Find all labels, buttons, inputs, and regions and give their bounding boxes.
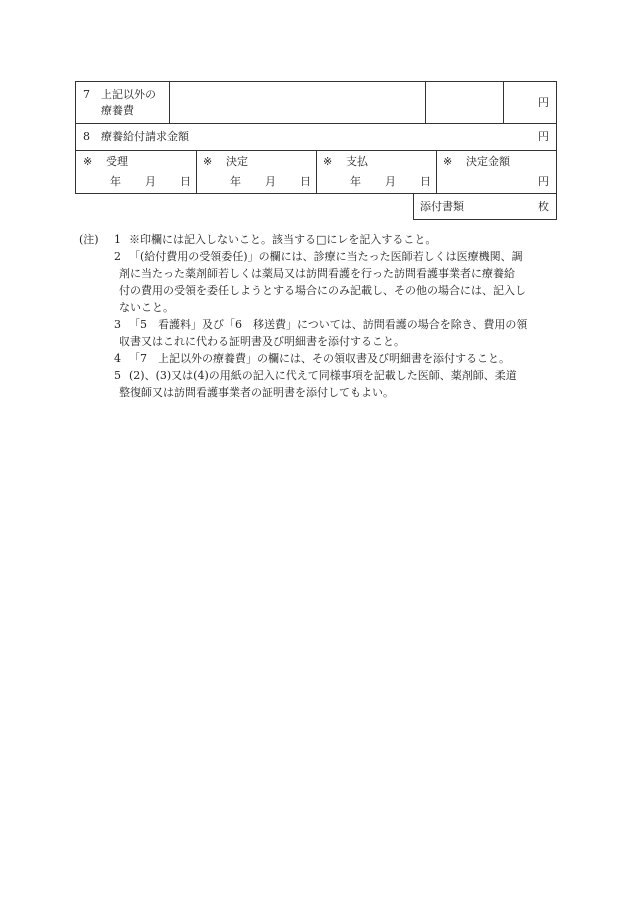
note-2-line-1: 「(給付費用の受領委任)」の欄には、診療に当たった医師若しくは医療機関、調 xyxy=(129,250,523,263)
decision-label: 決定 xyxy=(226,155,248,168)
decided-amount-label: 決定金額 xyxy=(466,155,510,168)
status-divider-2 xyxy=(316,151,317,193)
note-3-number: 3 xyxy=(114,318,121,331)
note-5-line-1: (2)、(3)又は(4)の用紙の記入に代えて同様事項を記載した医師、薬剤師、柔道 xyxy=(129,369,517,382)
payment-day: 日 xyxy=(420,175,431,188)
note-2-line-4: ないこと。 xyxy=(119,301,174,314)
decision-day: 日 xyxy=(300,175,311,188)
received-label: 受理 xyxy=(106,155,128,168)
row-total-claim-amount xyxy=(75,123,557,151)
note-3-line-1: 「5 看護料」及び「6 移送費」については、訪問看護の場合を除き、費用の領 xyxy=(129,318,528,331)
note-5-number: 5 xyxy=(114,369,121,382)
note-1-line-1: ※印欄には記入しないこと。該当する□にレを記入すること。 xyxy=(129,233,437,246)
received-year: 年 xyxy=(110,175,121,188)
row8-yen-unit: 円 xyxy=(538,130,549,143)
note-5-line-2: 整復師又は訪問看護事業者の証明書を添付してもよい。 xyxy=(119,386,394,399)
payment-label: 支払 xyxy=(346,155,368,168)
payment-year: 年 xyxy=(350,175,361,188)
received-month: 月 xyxy=(145,175,156,188)
payment-mark: ※ xyxy=(323,155,333,168)
note-3-line-2: 収書又はこれに代わる証明書及び明細書を添付すること。 xyxy=(119,335,405,348)
note-1-number: 1 xyxy=(114,233,121,246)
row8-number: 8 xyxy=(83,130,90,143)
row-attachments xyxy=(413,193,557,220)
row7-label-line2: 療養費 xyxy=(101,104,134,117)
decision-year: 年 xyxy=(230,175,241,188)
decided-amount-yen-unit: 円 xyxy=(538,175,549,188)
decision-mark: ※ xyxy=(203,155,213,168)
row7-label-line1: 上記以外の xyxy=(101,88,156,101)
note-2-line-3: 付の費用の受領を委任しようとする場合にのみ記載し、その他の場合には、記入し xyxy=(119,284,526,297)
decided-amount-mark: ※ xyxy=(443,155,453,168)
note-2-line-2: 剤に当たった薬剤師若しくは薬局又は訪問看護を行った訪問看護事業者に療養給 xyxy=(119,267,515,280)
row7-number: 7 xyxy=(83,88,90,101)
row7-amount-field[interactable] xyxy=(170,82,425,123)
payment-month: 月 xyxy=(385,175,396,188)
attachments-label: 添付書類 xyxy=(420,200,464,213)
note-4-line-1: 「7 上記以外の療養費」の欄には、その領収書及び明細書を添付すること。 xyxy=(129,352,510,365)
received-mark: ※ xyxy=(83,155,93,168)
row-office-use-status xyxy=(75,150,557,194)
note-4-number: 4 xyxy=(114,352,121,365)
row7-yen-unit: 円 xyxy=(538,96,549,109)
row7-divider-mid xyxy=(425,82,426,123)
status-divider-1 xyxy=(196,151,197,193)
row8-label: 療養給付請求金額 xyxy=(101,130,189,143)
received-day: 日 xyxy=(180,175,191,188)
row7-divider-right xyxy=(503,82,504,123)
row-other-medical-expenses xyxy=(75,81,557,124)
note-2-number: 2 xyxy=(114,250,121,263)
decision-month: 月 xyxy=(265,175,276,188)
attachments-count-unit: 枚 xyxy=(538,200,549,213)
notes-header: (注) xyxy=(79,233,99,246)
status-divider-3 xyxy=(436,151,437,193)
